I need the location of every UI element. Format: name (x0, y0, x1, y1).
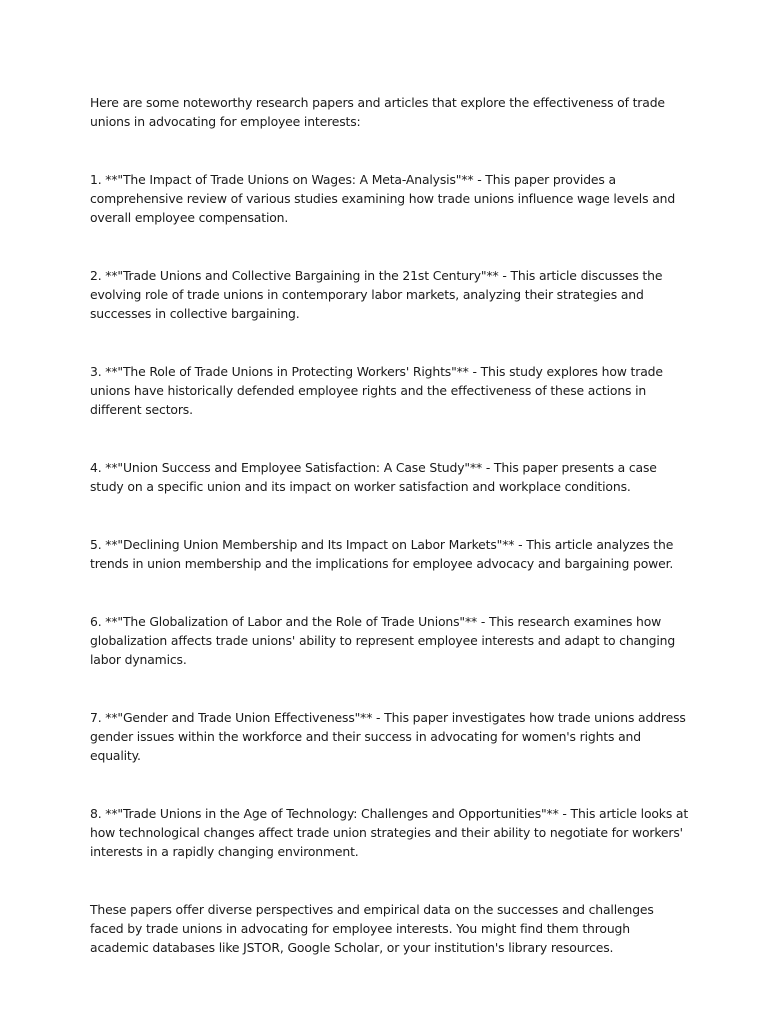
list-item: 3. **"The Role of Trade Unions in Protecting Workers' Rights"** - This study explores how trade unions have historically defended employee rights and the effectiveness of these actions in different sectors. (90, 364, 663, 417)
document-body (90, 93, 690, 957)
intro-paragraph: Here are some noteworthy research papers and articles that explore the effectiveness of trade unions in advocating for employee interests: (90, 95, 665, 129)
list-item: 5. **"Declining Union Membership and Its Impact on Labor Markets"** - This article analyzes the trends in union membership and the implications for employee advocacy and bargaining power. (90, 537, 674, 571)
list-item: 6. **"The Globalization of Labor and the Role of Trade Unions"** - This research examines how globalization affects trade unions' ability to represent employee interests and adapt to changing labor dynamics. (90, 614, 676, 667)
conclusion-paragraph: These papers offer diverse perspectives and empirical data on the successes and challenges faced by trade unions in advocating for employee interests. You might find them through academic databases like JSTOR, Google Scholar, or your institution's library resources. (90, 902, 654, 955)
list-item: 2. **"Trade Unions and Collective Bargaining in the 21st Century"** - This article discusses the evolving role of trade unions in contemporary labor markets, analyzing their strategies and successes in collective bargaining. (90, 268, 663, 321)
list-item: 1. **"The Impact of Trade Unions on Wages: A Meta-Analysis"** - This paper provides a comprehensive review of various studies examining how trade unions influence wage levels and overall employee compensation. (90, 172, 676, 225)
list-item: 4. **"Union Success and Employee Satisfaction: A Case Study"** - This paper presents a case study on a specific union and its impact on worker satisfaction and workplace conditions. (90, 460, 657, 494)
list-item: 7. **"Gender and Trade Union Effectiveness"** - This paper investigates how trade unions address gender issues within the workforce and their success in advocating for women's rights and equality. (90, 710, 686, 763)
list-item: 8. **"Trade Unions in the Age of Technology: Challenges and Opportunities"** - This article looks at how technological changes affect trade union strategies and their ability to negotiate for workers' interests in a rapidly changing environment. (90, 806, 689, 859)
